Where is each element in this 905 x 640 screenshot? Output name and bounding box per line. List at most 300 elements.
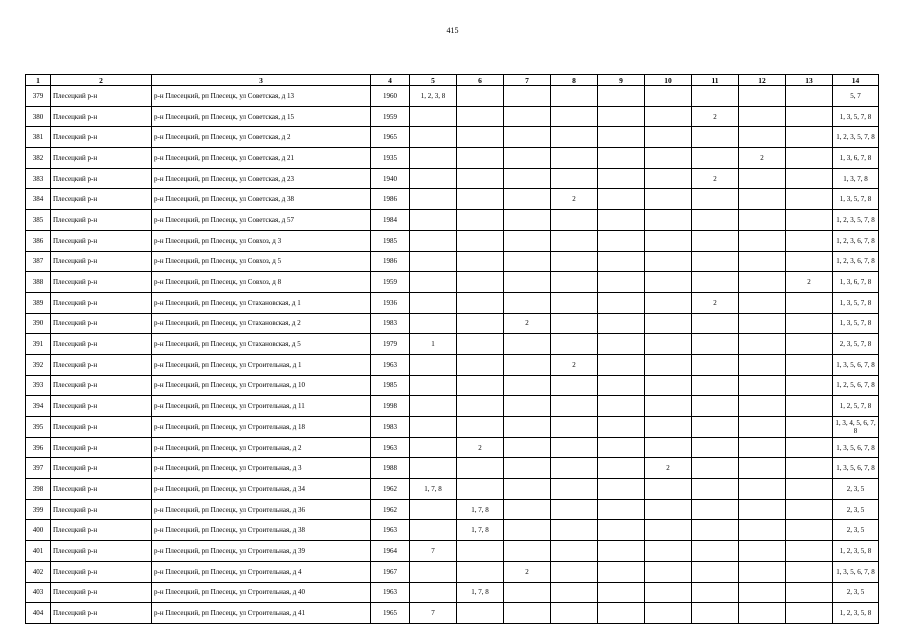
table-cell [645, 437, 692, 458]
table-cell [739, 106, 786, 127]
table-cell: р-н Плесецкий, рп Плесецк, ул Строительная, д 11 [152, 396, 371, 417]
table-cell [457, 354, 504, 375]
table-cell [692, 561, 739, 582]
table-cell: р-н Плесецкий, рп Плесецк, ул Строительная, д 41 [152, 603, 371, 624]
table-row [26, 520, 879, 541]
table-cell: 1, 3, 5, 7, 8 [833, 189, 879, 210]
table-row [26, 148, 879, 169]
table-cell: 393 [26, 375, 51, 396]
table-cell [504, 168, 551, 189]
table-cell [598, 86, 645, 107]
table-cell: 399 [26, 499, 51, 520]
table-cell: 1, 3, 4, 5, 6, 7, 8 [833, 417, 879, 438]
table-cell [457, 189, 504, 210]
table-cell [786, 499, 833, 520]
table-cell: Плесецкий р-н [51, 417, 152, 438]
table-cell: 1, 7, 8 [457, 582, 504, 603]
table-cell [692, 127, 739, 148]
table-cell [504, 127, 551, 148]
table-cell [410, 106, 457, 127]
table-row [26, 334, 879, 355]
table-cell [645, 86, 692, 107]
table-cell [457, 127, 504, 148]
table-cell [786, 210, 833, 231]
column-header: 3 [152, 75, 371, 86]
table-cell [457, 168, 504, 189]
table-cell [551, 417, 598, 438]
table-cell: Плесецкий р-н [51, 520, 152, 541]
table-cell [551, 292, 598, 313]
table-cell [786, 189, 833, 210]
column-header: 9 [598, 75, 645, 86]
table-cell: 1963 [371, 582, 410, 603]
table-cell [410, 230, 457, 251]
table-cell: 1, 2, 5, 6, 7, 8 [833, 375, 879, 396]
table-cell [551, 582, 598, 603]
table-cell [410, 148, 457, 169]
table-cell: 1, 7, 8 [410, 479, 457, 500]
table-row [26, 106, 879, 127]
table-cell: 1988 [371, 458, 410, 479]
table-cell [410, 561, 457, 582]
table-cell: р-н Плесецкий, рп Плесецк, ул Стахановская, д 2 [152, 313, 371, 334]
table-cell [598, 189, 645, 210]
table-cell: р-н Плесецкий, рп Плесецк, ул Строительная, д 40 [152, 582, 371, 603]
table-cell: 1, 3, 5, 6, 7, 8 [833, 458, 879, 479]
table-row [26, 168, 879, 189]
register-table [25, 74, 879, 624]
table-cell [645, 396, 692, 417]
table-cell [645, 210, 692, 231]
table-cell [551, 210, 598, 231]
table-cell: Плесецкий р-н [51, 148, 152, 169]
table-cell [551, 479, 598, 500]
table-cell [598, 458, 645, 479]
table-cell [645, 561, 692, 582]
table-cell: 1962 [371, 479, 410, 500]
table-row [26, 417, 879, 438]
table-cell [786, 417, 833, 438]
table-cell [786, 458, 833, 479]
table-cell [739, 561, 786, 582]
table-cell: р-н Плесецкий, рп Плесецк, ул Совхоз, д 3 [152, 230, 371, 251]
column-header: 11 [692, 75, 739, 86]
column-header: 6 [457, 75, 504, 86]
table-cell: Плесецкий р-н [51, 230, 152, 251]
table-cell: 1, 7, 8 [457, 520, 504, 541]
table-cell [739, 541, 786, 562]
table-cell: 394 [26, 396, 51, 417]
table-cell [504, 272, 551, 293]
table-cell [786, 230, 833, 251]
table-cell: 1, 2, 3, 6, 7, 8 [833, 230, 879, 251]
table-cell [504, 334, 551, 355]
table-cell: р-н Плесецкий, рп Плесецк, ул Строительная, д 34 [152, 479, 371, 500]
table-cell: 1959 [371, 106, 410, 127]
table-cell [457, 251, 504, 272]
table-cell [739, 127, 786, 148]
column-header: 8 [551, 75, 598, 86]
table-cell: 2 [786, 272, 833, 293]
table-row [26, 189, 879, 210]
table-cell: 398 [26, 479, 51, 500]
table-cell [786, 375, 833, 396]
table-cell [410, 375, 457, 396]
table-cell: 382 [26, 148, 51, 169]
table-row [26, 354, 879, 375]
table-cell [551, 458, 598, 479]
column-header: 5 [410, 75, 457, 86]
table-cell: 2 [645, 458, 692, 479]
table-cell: Плесецкий р-н [51, 541, 152, 562]
table-cell: 1964 [371, 541, 410, 562]
table-cell [786, 251, 833, 272]
table-cell: Плесецкий р-н [51, 561, 152, 582]
table-cell [551, 396, 598, 417]
table-cell [786, 334, 833, 355]
table-cell [504, 603, 551, 624]
table-cell [410, 520, 457, 541]
table-cell [645, 313, 692, 334]
table-cell [739, 499, 786, 520]
table-cell: 1985 [371, 230, 410, 251]
table-cell [739, 230, 786, 251]
table-cell [645, 168, 692, 189]
table-cell: 404 [26, 603, 51, 624]
table-cell [739, 86, 786, 107]
table-cell [457, 458, 504, 479]
table-cell: 2 [457, 437, 504, 458]
table-cell: Плесецкий р-н [51, 189, 152, 210]
table-cell [786, 437, 833, 458]
table-row [26, 210, 879, 231]
table-cell: 1986 [371, 189, 410, 210]
table-cell [457, 375, 504, 396]
table-cell: 2, 3, 5 [833, 582, 879, 603]
table-cell [739, 272, 786, 293]
table-cell: Плесецкий р-н [51, 375, 152, 396]
table-cell [786, 354, 833, 375]
table-cell [739, 292, 786, 313]
table-cell [410, 292, 457, 313]
table-cell [410, 251, 457, 272]
table-cell [739, 168, 786, 189]
table-cell [692, 417, 739, 438]
table-cell [786, 148, 833, 169]
table-cell [786, 479, 833, 500]
table-cell: Плесецкий р-н [51, 86, 152, 107]
table-cell [786, 582, 833, 603]
table-cell: 1, 2, 3, 5, 8 [833, 541, 879, 562]
table-cell: р-н Плесецкий, рп Плесецк, ул Строительная, д 10 [152, 375, 371, 396]
table-cell [504, 499, 551, 520]
table-row [26, 375, 879, 396]
table-cell: Плесецкий р-н [51, 582, 152, 603]
table-cell [598, 251, 645, 272]
column-header: 14 [833, 75, 879, 86]
table-cell [786, 86, 833, 107]
table-cell [457, 603, 504, 624]
table-cell: Плесецкий р-н [51, 499, 152, 520]
table-cell: р-н Плесецкий, рп Плесецк, ул Строительная, д 1 [152, 354, 371, 375]
table-row [26, 561, 879, 582]
table-cell [739, 582, 786, 603]
table-cell: 1940 [371, 168, 410, 189]
table-cell [692, 334, 739, 355]
table-cell [645, 479, 692, 500]
table-cell: р-н Плесецкий, рп Плесецк, ул Совхоз, д 5 [152, 251, 371, 272]
table-row [26, 230, 879, 251]
table-cell [504, 148, 551, 169]
table-cell: 1, 7, 8 [457, 499, 504, 520]
table-cell [551, 272, 598, 293]
table-cell: 1, 3, 6, 7, 8 [833, 148, 879, 169]
table-cell: р-н Плесецкий, рп Плесецк, ул Совхоз, д 8 [152, 272, 371, 293]
table-row [26, 458, 879, 479]
table-cell: 1, 3, 5, 6, 7, 8 [833, 561, 879, 582]
table-cell: Плесецкий р-н [51, 354, 152, 375]
table-cell [692, 375, 739, 396]
table-cell [410, 437, 457, 458]
table-cell: 1, 2, 3, 6, 7, 8 [833, 251, 879, 272]
table-cell [410, 499, 457, 520]
table-cell: 2, 3, 5 [833, 520, 879, 541]
table-cell: Плесецкий р-н [51, 127, 152, 148]
table-cell: 1936 [371, 292, 410, 313]
table-cell: 1963 [371, 520, 410, 541]
table-cell [598, 603, 645, 624]
table-cell [598, 292, 645, 313]
table-cell [551, 603, 598, 624]
table-cell [598, 499, 645, 520]
table-cell: 391 [26, 334, 51, 355]
table-cell [786, 520, 833, 541]
table-cell [457, 86, 504, 107]
table-cell [598, 417, 645, 438]
table-cell: Плесецкий р-н [51, 292, 152, 313]
table-cell: 1, 3, 5, 7, 8 [833, 106, 879, 127]
table-cell: 1985 [371, 375, 410, 396]
table-cell: 1, 2, 5, 7, 8 [833, 396, 879, 417]
table-cell: 2 [504, 561, 551, 582]
table-cell [457, 313, 504, 334]
column-header: 4 [371, 75, 410, 86]
table-cell [645, 230, 692, 251]
table-cell [598, 272, 645, 293]
page-number: 415 [446, 26, 459, 35]
table-cell [551, 148, 598, 169]
table-cell [457, 334, 504, 355]
table-cell: 389 [26, 292, 51, 313]
table-cell: 1935 [371, 148, 410, 169]
table-cell [692, 251, 739, 272]
table-cell: 1, 2, 3, 5, 7, 8 [833, 127, 879, 148]
table-cell [692, 354, 739, 375]
table-cell [598, 148, 645, 169]
table-row [26, 313, 879, 334]
table-cell: 2, 3, 5 [833, 479, 879, 500]
table-cell [457, 230, 504, 251]
table-cell [692, 479, 739, 500]
table-cell [645, 520, 692, 541]
table-cell [551, 86, 598, 107]
table-cell [786, 396, 833, 417]
table-cell: 1979 [371, 334, 410, 355]
table-cell: Плесецкий р-н [51, 479, 152, 500]
table-cell: 2 [504, 313, 551, 334]
column-header: 10 [645, 75, 692, 86]
table-row [26, 479, 879, 500]
table-cell [739, 603, 786, 624]
table-cell [739, 210, 786, 231]
table-cell: 1, 3, 5, 7, 8 [833, 292, 879, 313]
table-cell: 380 [26, 106, 51, 127]
table-cell [410, 272, 457, 293]
column-header: 7 [504, 75, 551, 86]
table-cell [504, 520, 551, 541]
table-cell: р-н Плесецкий, рп Плесецк, ул Советская, д 2 [152, 127, 371, 148]
table-cell [410, 417, 457, 438]
table-cell [504, 292, 551, 313]
table-row [26, 292, 879, 313]
table-cell: р-н Плесецкий, рп Плесецк, ул Стахановская, д 1 [152, 292, 371, 313]
table-cell: 1983 [371, 417, 410, 438]
table-cell: р-н Плесецкий, рп Плесецк, ул Строительная, д 2 [152, 437, 371, 458]
table-cell [739, 251, 786, 272]
table-cell [457, 396, 504, 417]
table-cell [598, 561, 645, 582]
table-cell: 1, 2, 3, 5, 8 [833, 603, 879, 624]
table-cell: р-н Плесецкий, рп Плесецк, ул Советская, д 15 [152, 106, 371, 127]
table-cell [692, 148, 739, 169]
table-cell: 1959 [371, 272, 410, 293]
table-cell [739, 437, 786, 458]
table-row [26, 396, 879, 417]
table-cell [504, 251, 551, 272]
table-cell [504, 354, 551, 375]
table-cell [504, 437, 551, 458]
table-header-row [26, 75, 879, 86]
table-cell: р-н Плесецкий, рп Плесецк, ул Советская, д 21 [152, 148, 371, 169]
table-cell [692, 230, 739, 251]
table-cell [786, 292, 833, 313]
table-cell: р-н Плесецкий, рп Плесецк, ул Строительная, д 3 [152, 458, 371, 479]
table-cell [786, 603, 833, 624]
table-cell: Плесецкий р-н [51, 210, 152, 231]
table-cell [410, 582, 457, 603]
table-cell [739, 479, 786, 500]
table-cell: 1965 [371, 127, 410, 148]
table-cell: 1963 [371, 354, 410, 375]
table-cell: Плесецкий р-н [51, 251, 152, 272]
table-cell [645, 106, 692, 127]
table-cell: 388 [26, 272, 51, 293]
table-cell: р-н Плесецкий, рп Плесецк, ул Строительная, д 38 [152, 520, 371, 541]
table-cell [645, 603, 692, 624]
table-cell: 1962 [371, 499, 410, 520]
table-cell [551, 375, 598, 396]
table-cell: 1, 3, 6, 7, 8 [833, 272, 879, 293]
table-row [26, 499, 879, 520]
table-cell [504, 479, 551, 500]
table-cell [598, 354, 645, 375]
table-cell [598, 520, 645, 541]
table-cell [739, 520, 786, 541]
table-cell [410, 210, 457, 231]
table-cell: 402 [26, 561, 51, 582]
table-cell [645, 417, 692, 438]
table-cell: Плесецкий р-н [51, 396, 152, 417]
table-cell: 1, 3, 5, 6, 7, 8 [833, 437, 879, 458]
table-cell: 1, 3, 5, 7, 8 [833, 313, 879, 334]
column-header: 13 [786, 75, 833, 86]
table-cell: 2 [692, 168, 739, 189]
table-cell [645, 251, 692, 272]
table-cell: 1 [410, 334, 457, 355]
table-cell [598, 313, 645, 334]
table-cell: р-н Плесецкий, рп Плесецк, ул Строительная, д 18 [152, 417, 371, 438]
table-cell [504, 106, 551, 127]
table-cell: 390 [26, 313, 51, 334]
table-cell [598, 334, 645, 355]
table-cell [598, 106, 645, 127]
table-cell: 1998 [371, 396, 410, 417]
table-cell [504, 210, 551, 231]
table-cell [410, 127, 457, 148]
table-cell: р-н Плесецкий, рп Плесецк, ул Советская, д 38 [152, 189, 371, 210]
table-cell [692, 437, 739, 458]
table-cell [739, 189, 786, 210]
table-row [26, 437, 879, 458]
column-header: 12 [739, 75, 786, 86]
table-cell: Плесецкий р-н [51, 106, 152, 127]
table-cell [598, 541, 645, 562]
table-cell [645, 292, 692, 313]
table-cell: Плесецкий р-н [51, 458, 152, 479]
table-cell [692, 189, 739, 210]
table-cell [457, 541, 504, 562]
table-cell [645, 127, 692, 148]
table-cell [551, 561, 598, 582]
table-cell [457, 479, 504, 500]
table-cell: р-н Плесецкий, рп Плесецк, ул Строительная, д 36 [152, 499, 371, 520]
table-cell [504, 189, 551, 210]
table-cell [410, 168, 457, 189]
table-cell: 401 [26, 541, 51, 562]
table-cell: 2, 3, 5 [833, 499, 879, 520]
table-row [26, 582, 879, 603]
table-cell: 1963 [371, 437, 410, 458]
table-cell [504, 86, 551, 107]
table-cell [692, 210, 739, 231]
table-cell: р-н Плесецкий, рп Плесецк, ул Советская, д 13 [152, 86, 371, 107]
table-cell: 1986 [371, 251, 410, 272]
table-cell: 386 [26, 230, 51, 251]
table-cell: Плесецкий р-н [51, 437, 152, 458]
table-cell: 1, 2, 3, 8 [410, 86, 457, 107]
table-cell [598, 210, 645, 231]
table-cell [504, 541, 551, 562]
table-cell [504, 458, 551, 479]
table-cell [598, 375, 645, 396]
table-cell [410, 313, 457, 334]
table-cell: 5, 7 [833, 86, 879, 107]
table-cell: 7 [410, 603, 457, 624]
table-cell: 383 [26, 168, 51, 189]
table-cell: 379 [26, 86, 51, 107]
table-row [26, 603, 879, 624]
table-cell: Плесецкий р-н [51, 603, 152, 624]
